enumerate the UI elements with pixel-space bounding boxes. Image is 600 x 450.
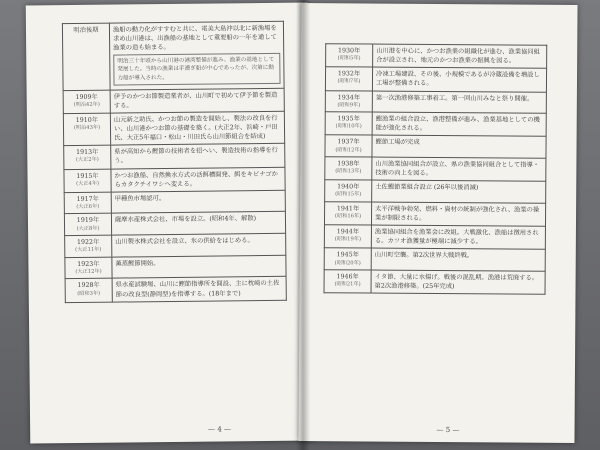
event-text: 鰹漁業の組合設立、漁港整備が進み、漁業基地としての機能が強化される。 [372, 112, 546, 136]
event-text: 薫蒸鰹節開始。 [112, 255, 286, 278]
year-cell [64, 214, 111, 236]
era-label: (昭和5年) [337, 55, 361, 62]
book-gutter [296, 0, 310, 450]
era-label: (昭和3年) [77, 290, 101, 297]
table-row [324, 248, 545, 271]
table-row [325, 135, 546, 158]
year-label: 1919年 [76, 217, 100, 225]
left-page [26, 3, 313, 444]
year-label: 1941年 [336, 205, 360, 213]
table-row [62, 21, 284, 90]
year-cell [65, 257, 112, 279]
intro-cell [109, 21, 284, 90]
era-label: (大正4年) [76, 180, 100, 187]
year-label: 1938年 [337, 160, 360, 168]
year-cell [65, 235, 112, 257]
table-row [325, 157, 546, 182]
page-number: — 5 — [436, 425, 460, 435]
year-label: 1910年 [75, 116, 99, 124]
era-label: (大正6年) [76, 203, 100, 210]
table-row [324, 225, 545, 250]
era-label: (昭和15年) [335, 191, 362, 198]
year-cell [324, 225, 371, 249]
table-row [324, 202, 545, 227]
chronology-table-left [62, 21, 287, 303]
table-row [65, 233, 286, 257]
event-text: 県水産試験場、山川に鰹節指導所を開設、主に枕崎の土佐節の改良型(静岡型)を指導する。(18年まで) [112, 277, 286, 302]
year-cell [64, 192, 111, 214]
year-cell [64, 145, 111, 169]
year-cell [325, 112, 372, 136]
event-text: かつお漁船、自然換水方式の活餌槽開発、餌をキビナゴからカタクチイワシへ変える。 [111, 167, 285, 192]
year-label: 1928年 [77, 282, 100, 290]
event-text: 第一次漁港修築工事着工。第一回山川みなと祭り開催。 [372, 91, 546, 114]
event-text: 山川漁業協同組合が設立、県の漁業協同組合として指導・技術の向上を図る。 [372, 157, 546, 181]
chronology-table-right [324, 43, 548, 295]
era-label: (昭和7年) [337, 78, 361, 85]
era-label: (昭和16年) [334, 213, 362, 220]
event-text: 土佐鰹節業組合設立 (26年以後消滅) [372, 180, 546, 203]
year-label: 1923年 [77, 260, 100, 268]
note-box: 明治三十年頃から山川港の港湾整備が進み、漁業の基地として発展した。当時の漁業は手漕ぎ船が中心であったが、次第に動力船が導入された。 [113, 53, 280, 85]
year-label: 1944年 [336, 228, 360, 236]
table-row [64, 167, 285, 193]
table-row [64, 144, 285, 170]
era-label: (明治42年) [73, 101, 100, 108]
year-cell [325, 180, 372, 202]
year-cell [325, 67, 372, 91]
year-cell [63, 113, 110, 146]
table-row [325, 180, 546, 203]
year-cell [324, 202, 371, 226]
era-label: (大正11年) [75, 246, 102, 254]
era-label: (大正2年) [75, 157, 99, 164]
event-text: 山元新之助氏、かつお節の製造を開始し、製法の改良を行い、山川港かつお節の基礎を築く。(大正2年、浜崎・戸田氏、大正5年福口・松山・川田氏ら山川節組合を結成) [110, 111, 284, 145]
year-cell [325, 157, 372, 181]
era-label: (昭和9年) [337, 101, 361, 109]
event-text: 太平洋戦争勃発、燃料・資材の統制が強化され、漁業の操業が制限される。 [371, 202, 545, 226]
table-row [63, 88, 284, 114]
event-text: 漁業協同組合を漁業会に改組。大戦激化、漁船は徴用される。カツオ漁獲量が極端に減少する。 [371, 225, 545, 249]
period-header: 明治後期 [62, 23, 110, 90]
year-cell [325, 90, 372, 112]
year-label: 1915年 [76, 172, 99, 180]
year-cell [326, 44, 373, 68]
table-row [324, 270, 545, 295]
year-cell [325, 135, 372, 157]
year-label: 1913年 [76, 149, 99, 157]
table-row [63, 111, 284, 146]
table-row [64, 190, 285, 214]
page-number: — 4 — [208, 425, 232, 434]
table-row [65, 255, 286, 279]
year-label: 1940年 [337, 183, 360, 191]
table-row [64, 212, 285, 236]
year-cell [63, 90, 110, 114]
year-cell [324, 270, 371, 294]
year-cell [64, 169, 111, 193]
year-label: 1930年 [338, 47, 361, 55]
event-text: 鰹節工場が完成 [372, 135, 546, 158]
year-label: 1917年 [76, 195, 99, 203]
era-label: (昭和12年) [335, 146, 362, 153]
era-label: (昭和19年) [334, 236, 362, 243]
year-label: 1922年 [76, 238, 100, 247]
era-label: (昭和13年) [335, 168, 362, 175]
table-row [326, 44, 547, 69]
era-label: (昭和20年) [334, 259, 361, 267]
year-label: 1935年 [337, 115, 360, 123]
era-label: (大正8年) [76, 225, 100, 232]
event-text: 山川町空襲。第2次世界大戦終戦。 [371, 249, 545, 272]
year-label: 1945年 [336, 251, 359, 259]
era-label: (昭和21年) [334, 281, 361, 288]
event-text: イタ節、大量に水揚げ。戦後の混乱期。漁港は荒廃する。第2次漁港修築。(25年完成) [371, 270, 545, 294]
year-label: 1934年 [337, 93, 361, 101]
table-row [325, 90, 546, 113]
table-row [65, 277, 286, 303]
year-cell [65, 279, 112, 303]
event-text: 冷凍工場建設、その後、小規模であるが冷蔵設備を増設し工場が整備される。 [372, 67, 546, 91]
event-text: 山川製氷株式会社を設立、氷の供給をはじめる。 [112, 233, 286, 256]
year-label: 1909年 [75, 93, 98, 101]
year-label: 1937年 [337, 138, 360, 146]
intro-text: 漁船の動力化がすすむと共に、電美大島沖以北に新漁場を求め山川港は、出漁船の基地として重要船の一年を通して漁業の造も始まる。 [112, 24, 277, 52]
year-label: 1932年 [337, 70, 361, 78]
table-row [325, 112, 546, 137]
event-text: 山川港を中心に、かつお漁業の組織化が進む、漁業協同組合が設立され、地元のかつお漁業の振興を図る。 [373, 44, 547, 68]
era-label: (大正12年) [75, 268, 102, 275]
era-label: (明治43年) [73, 124, 101, 132]
year-label: 1946年 [336, 273, 359, 281]
event-text: 伊予のかつお節製造業者が、山川町で初めて伊予節を製造する。 [110, 88, 284, 113]
event-text: 甲種魚市場認可。 [111, 190, 285, 213]
table-row [325, 67, 546, 92]
year-cell [324, 248, 371, 270]
era-label: (昭和10年) [335, 123, 362, 130]
event-text: 薩摩水産株式会社、市場を設立。(昭和4年、解散) [111, 212, 285, 235]
event-text: 県が高知から鰹節の技術者を招へい、製造技術の指導を行う。 [111, 144, 285, 169]
right-page [298, 3, 577, 443]
